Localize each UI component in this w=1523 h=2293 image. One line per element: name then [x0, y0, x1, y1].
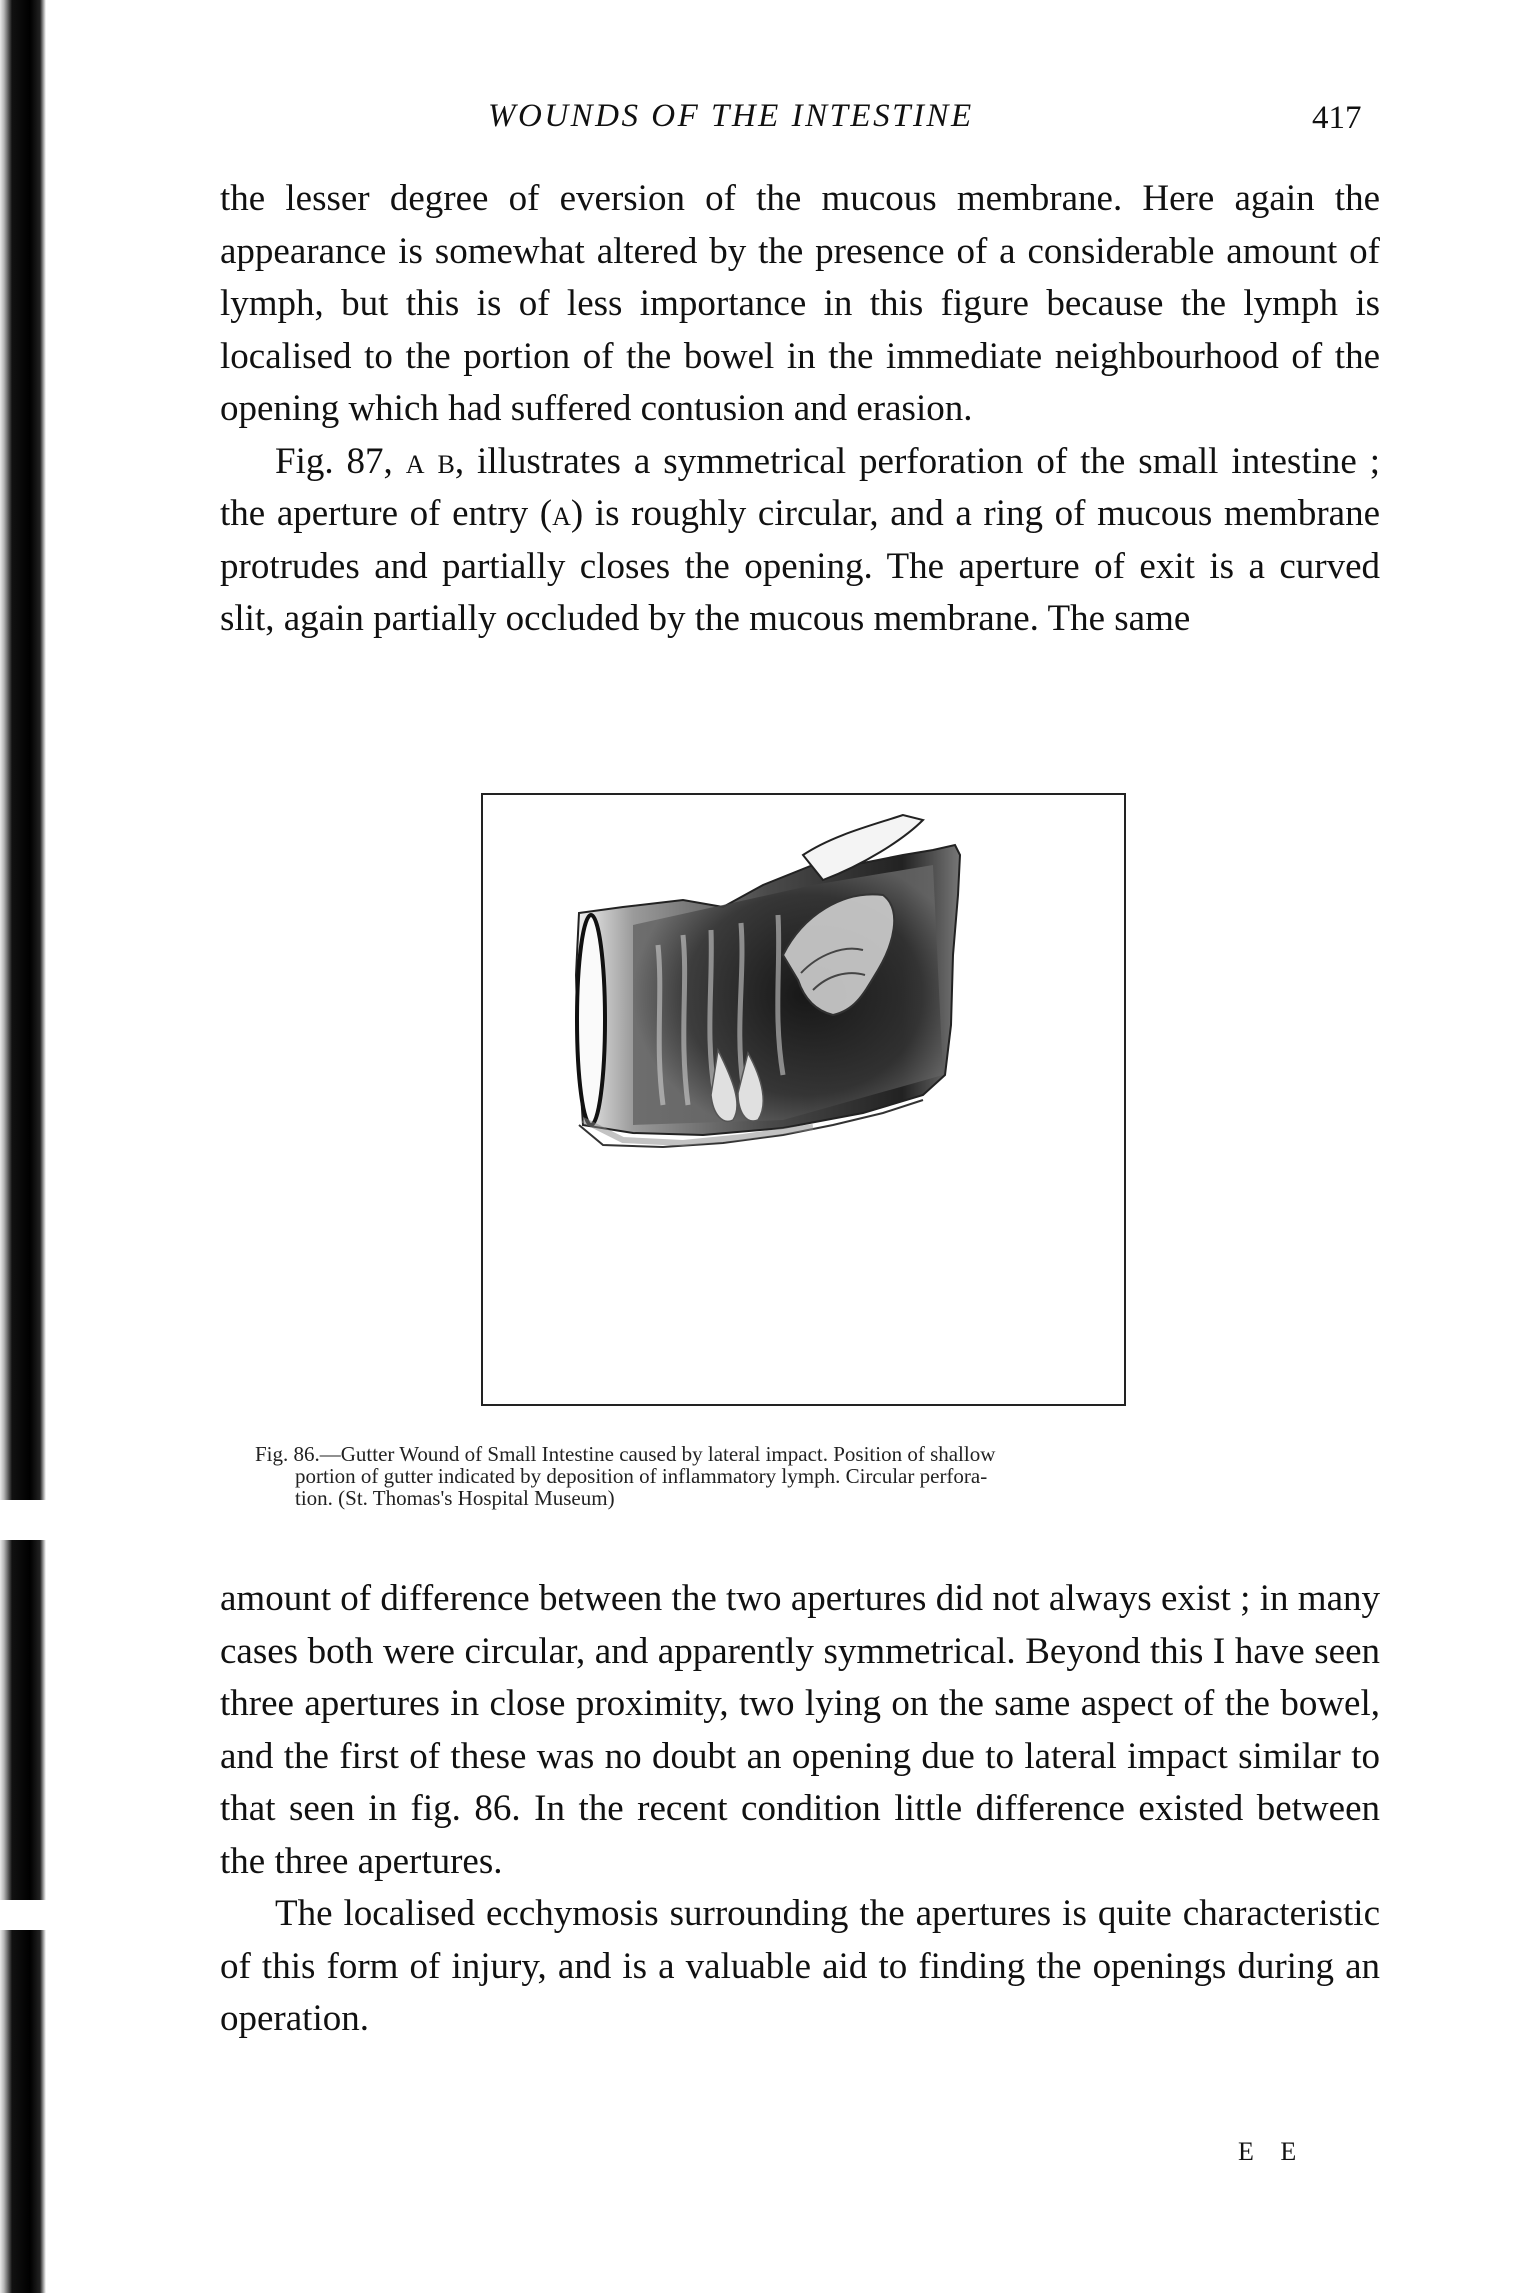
figure-letter: a [552, 493, 571, 534]
body-text-top [220, 173, 1380, 646]
text-run: , illustrates a symmetrical perforation of the small intestine ; the aperture of entry ( [220, 440, 1381, 534]
page-number: 417 [1312, 100, 1362, 136]
caption-line: Fig. 86.—Gutter Wound of Small Intestine caused by lateral impact. Position of shallow [255, 1442, 996, 1466]
running-title: WOUNDS OF THE INTESTINE [488, 98, 974, 134]
paragraph: amount of difference between the two apertures did not always exist ; in many cases both were circular, and apparently symmetrical. Beyond this I have seen three apertures in close proximity, two lying on the same aspect of the bowel, and the first of these was no doubt an opening due to lateral impact similar to that seen in fig. 86. In the recent condition little difference existed between the three apertures. [220, 1578, 1380, 1882]
text-run: Fig. 87, [275, 440, 393, 482]
binding-gap [0, 1900, 46, 1930]
paragraph-fig-87 [220, 436, 1380, 646]
binding-gap [0, 1500, 46, 1540]
paragraph: the lesser degree of eversion of the mucous membrane. Here again the appearance is somewhat altered by the presence of a considerable amount of lymph, but this is of less importance in this figure because the lymph is localised to the portion of the bowel in the immediate neighbourhood of the opening which had suffered contusion and erasion. [220, 178, 1380, 429]
figure-caption [255, 1443, 1375, 1509]
caption-line: portion of gutter indicated by deposition of inflammatory lymph. Circular perfora- [295, 1464, 988, 1488]
running-header [0, 98, 1523, 142]
paragraph: The localised ecchymosis surrounding the apertures is quite characteristic of this form of injury, and is a valuable aid to finding the openings during an operation. [220, 1893, 1380, 2039]
figure-letters: a b [405, 440, 455, 482]
page-binding-edge [0, 0, 46, 2293]
signature-mark: E E [1238, 2137, 1307, 2166]
text-run: ) is roughly circular, and a ring of mucous membrane protrudes and partially closes the opening. The aperture of exit is a curved slit, again partially occluded by the mucous membrane. The same [220, 493, 1381, 639]
intestine-illustration [483, 795, 1124, 1404]
caption-line: tion. (St. Thomas's Hospital Museum) [295, 1486, 615, 1510]
figure-86 [481, 793, 1126, 1406]
body-text-bottom [220, 1573, 1380, 2046]
